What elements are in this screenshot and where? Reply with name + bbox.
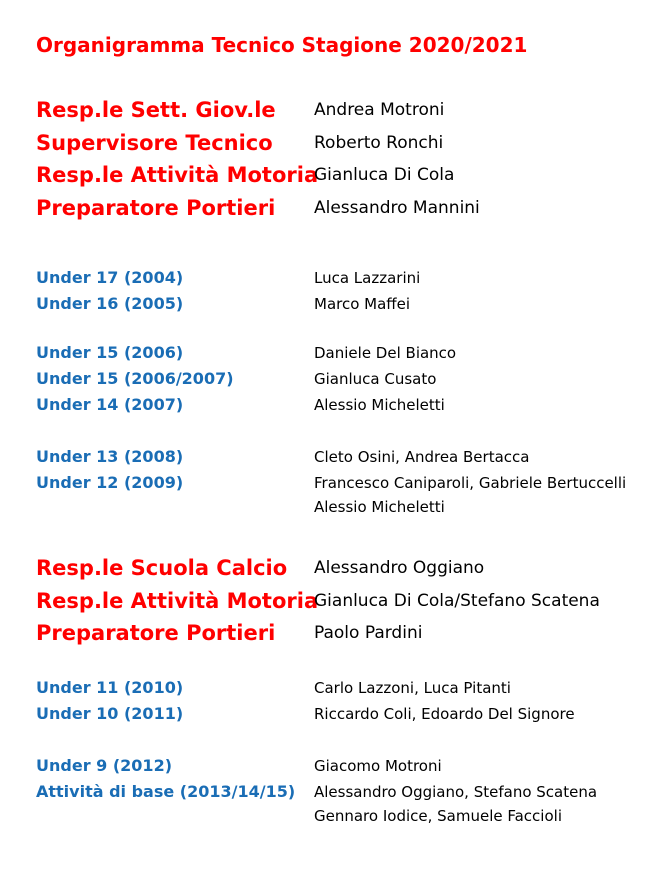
team-category: Under 13 (2008) (36, 447, 184, 466)
team-coach: Giacomo Motroni (314, 757, 442, 775)
team-coach: Alessio Micheletti (314, 396, 445, 414)
team-category: Under 15 (2006) (36, 343, 184, 362)
team-coach: Daniele Del Bianco (314, 344, 457, 362)
team-coach: Alessio Micheletti (314, 498, 445, 516)
team-coach: Alessandro Oggiano, Stefano Scatena (314, 783, 598, 801)
team-category: Under 16 (2005) (36, 294, 184, 313)
team-category: Under 12 (2009) (36, 473, 184, 492)
staff-name: Paolo Pardini (314, 623, 423, 643)
staff-role: Resp.le Attività Motoria (36, 589, 319, 613)
staff-role: Preparatore Portieri (36, 196, 276, 220)
team-coach: Cleto Osini, Andrea Bertacca (314, 448, 530, 466)
staff-name: Alessandro Oggiano (314, 558, 485, 578)
staff-name: Gianluca Di Cola (314, 165, 455, 185)
team-category: Under 14 (2007) (36, 395, 184, 414)
staff-role: Resp.le Sett. Giov.le (36, 98, 276, 122)
staff-role: Supervisore Tecnico (36, 131, 273, 155)
team-category: Attività di base (2013/14/15) (36, 782, 296, 801)
staff-name: Roberto Ronchi (314, 133, 444, 153)
team-coach: Gianluca Cusato (314, 370, 437, 388)
team-coach: Marco Maffei (314, 295, 411, 313)
team-category: Under 10 (2011) (36, 704, 184, 723)
team-category: Under 11 (2010) (36, 678, 184, 697)
page-title: Organigramma Tecnico Stagione 2020/2021 (36, 33, 528, 57)
team-coach: Luca Lazzarini (314, 269, 421, 287)
staff-name: Andrea Motroni (314, 100, 445, 120)
team-coach: Francesco Caniparoli, Gabriele Bertuccelli (314, 474, 627, 492)
team-coach: Riccardo Coli, Edoardo Del Signore (314, 705, 575, 723)
staff-role: Preparatore Portieri (36, 621, 276, 645)
staff-name: Gianluca Di Cola/Stefano Scatena (314, 591, 600, 611)
team-category: Under 15 (2006/2007) (36, 369, 234, 388)
staff-role: Resp.le Attività Motoria (36, 163, 319, 187)
team-category: Under 17 (2004) (36, 268, 184, 287)
team-coach: Gennaro Iodice, Samuele Faccioli (314, 807, 562, 825)
team-coach: Carlo Lazzoni, Luca Pitanti (314, 679, 511, 697)
staff-role: Resp.le Scuola Calcio (36, 556, 288, 580)
staff-name: Alessandro Mannini (314, 198, 480, 218)
team-category: Under 9 (2012) (36, 756, 173, 775)
